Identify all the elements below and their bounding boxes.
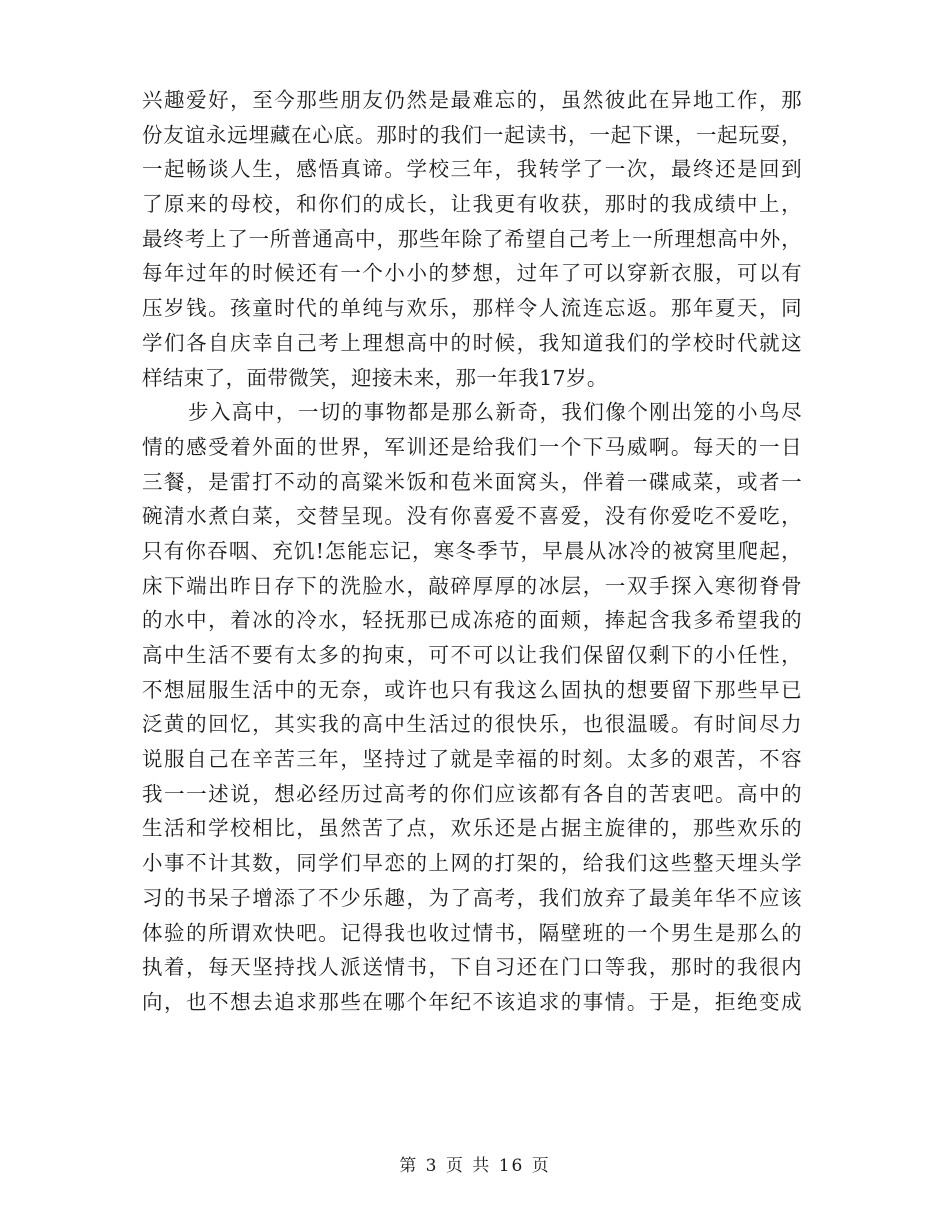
text-line: 高中生活不要有太多的拘束，可不可以让我们保留仅剩下的小任性，: [142, 643, 802, 667]
text-line: 的水中，着冰的冷水，轻抚那已成冻疮的面颊，捧起含我多希望我的: [142, 608, 802, 633]
text-line: 样结束了，面带微笑，迎接未来，那一年我17岁。: [142, 365, 608, 390]
text-line: 兴趣爱好，至今那些朋友仍然是最难忘的，虽然彼此在异地工作，那: [142, 88, 802, 112]
page-footer: 第 3 页 共 16 页: [399, 1156, 551, 1176]
text-line: 小事不计其数，同学们早恋的上网的打架的，给我们这些整天埋头学: [142, 851, 802, 876]
text-line: 泛黄的回忆，其实我的高中生活过的很快乐，也很温暖。有时间尽力: [142, 712, 802, 737]
text-line: 份友谊永远埋藏在心底。那时的我们一起读书，一起下课，一起玩耍，: [142, 122, 802, 147]
text-line: 情的感受着外面的世界，军训还是给我们一个下马威啊。每天的一日: [142, 434, 802, 459]
text-line: 三餐，是雷打不动的高粱米饭和苞米面窝头，伴着一碟咸菜，或者一: [142, 469, 802, 494]
text-line: 每年过年的时候还有一个小小的梦想，过年了可以穿新衣服，可以有: [142, 261, 802, 286]
text-line: 压岁钱。孩童时代的单纯与欢乐，那样令人流连忘返。那年夏天，同: [142, 296, 802, 321]
text-line: 体验的所谓欢快吧。记得我也收过情书，隔壁班的一个男生是那么的: [142, 920, 802, 945]
text-line: 碗清水煮白菜，交替呈现。没有你喜爱不喜爱，没有你爱吃不爱吃，: [142, 504, 802, 529]
text-line: 床下端出昨日存下的洗脸水，敲碎厚厚的冰层，一双手探入寒彻脊骨: [142, 573, 802, 598]
text-line: 一起畅谈人生，感悟真谛。学校三年，我转学了一次，最终还是回到: [142, 157, 802, 182]
body-text: [142, 83, 802, 1020]
text-line: 不想屈服生活中的无奈，或许也只有我这么固执的想要留下那些早已: [142, 677, 802, 702]
text-line: 了原来的母校，和你们的成长，让我更有收获，那时的我成绩中上，: [142, 192, 802, 217]
text-line: 说服自己在辛苦三年，坚持过了就是幸福的时刻。太多的艰苦，不容: [142, 747, 802, 772]
text-line: 习的书呆子增添了不少乐趣，为了高考，我们放弃了最美年华不应该: [142, 885, 802, 910]
text-line: 最终考上了一所普通高中，那些年除了希望自己考上一所理想高中外，: [142, 226, 802, 251]
text-line: 执着，每天坚持找人派送情书，下自习还在门口等我，那时的我很内: [142, 955, 802, 980]
text-line: 学们各自庆幸自己考上理想高中的时候，我知道我们的学校时代就这: [142, 330, 802, 355]
paragraph-start-line: 步入高中，一切的事物都是那么新奇，我们像个刚出笼的小鸟尽: [188, 400, 802, 425]
text-line: 我一一述说，想必经历过高考的你们应该都有各自的苦衷吧。高中的: [142, 781, 802, 806]
text-line: 向，也不想去追求那些在哪个年纪不该追求的事情。于是，拒绝变成: [142, 989, 802, 1014]
text-line: 生活和学校相比，虽然苦了点，欢乐还是占据主旋律的，那些欢乐的: [142, 816, 802, 841]
text-line: 只有你吞咽、充饥!怎能忘记，寒冬季节，早晨从冰冷的被窝里爬起，: [142, 538, 802, 563]
